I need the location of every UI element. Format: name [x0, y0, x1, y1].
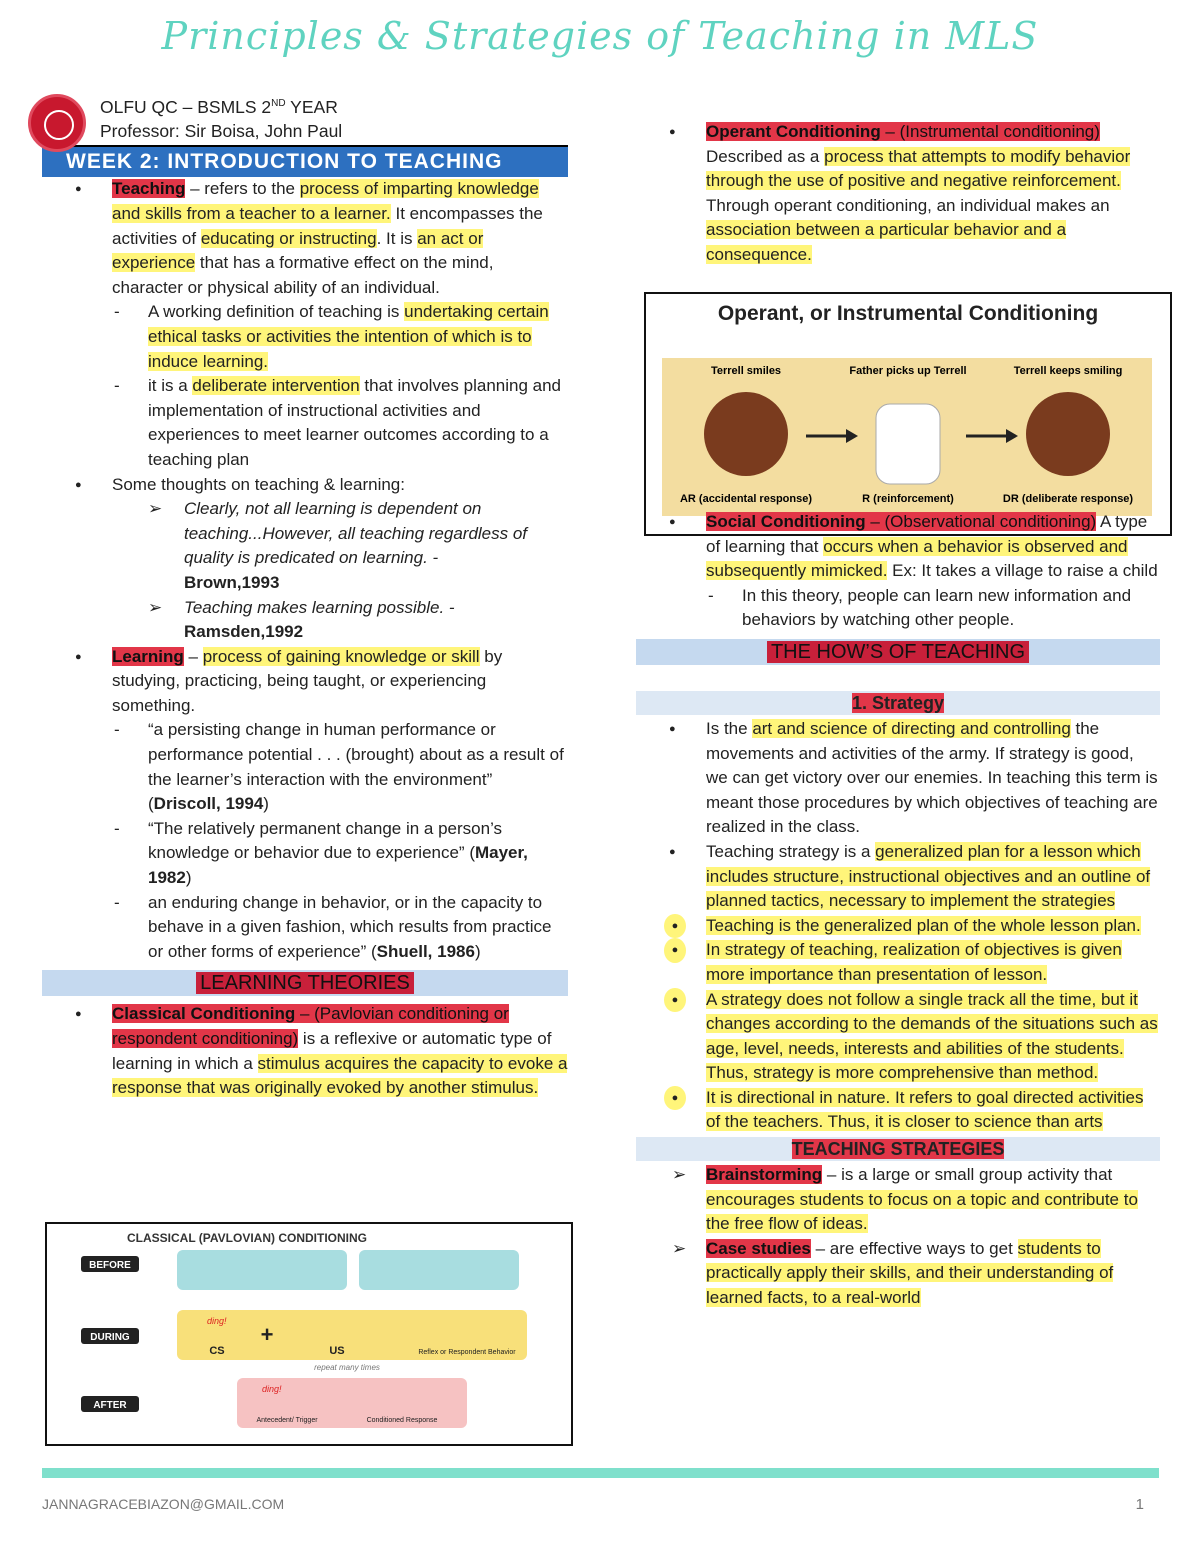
list-item: - it is a deliberate intervention that involves planning and implementation of instructional activities and experiences to meet learner outcomes according to a teaching plan — [42, 374, 568, 472]
list-item: ● Teaching – refers to the process of imparting knowledge and skills from a teacher to a learner. It encompasses the activities of educating or instructing. It is an act or experience that has a formative effect on the mind, character or physical ability of an individual. — [42, 177, 568, 300]
right-column-lower — [636, 510, 1160, 1311]
list-item: ● It is directional in nature. It refers to goal directed activities of the teachers. Thus, it is closer to science than arts — [636, 1086, 1160, 1135]
list-item: ● Learning – process of gaining knowledge or skill by studying, practicing, being taught, or experiencing something. — [42, 645, 568, 719]
during-label: DURING — [90, 1332, 130, 1343]
caption-2: Father picks up Terrell — [849, 365, 967, 377]
figure-title: CLASSICAL (PAVLOVIAN) CONDITIONING — [127, 1231, 367, 1245]
list-item: ➢ Case studies – are effective ways to get students to practically apply their skills, and their understanding of learned facts, to a real-world — [636, 1237, 1160, 1311]
header-line-2: Professor: Sir Boisa, John Paul — [100, 120, 343, 141]
list-item: ● Teaching is the generalized plan of the whole lesson plan. — [636, 914, 1160, 939]
footer-email: JANNAGRACEBIAZON@GMAIL.COM — [42, 1496, 285, 1512]
list-item: ● Operant Conditioning – (Instrumental conditioning) Described as a process that attempts to modify behavior through the use of positive and negative reinforcement. Through operant conditioning, an individual makes an association between a particular behavior and a consequence. — [636, 120, 1160, 268]
list-item: ● Some thoughts on teaching & learning: — [42, 473, 568, 498]
before-us-panel — [359, 1250, 519, 1290]
conditioned-label: Conditioned Response — [366, 1417, 438, 1424]
learning-theories-heading: LEARNING THEORIES — [42, 970, 568, 996]
list-item: - “a persisting change in human performance or performance potential . . . (brought) about as a result of the learner’s interaction with the environment” (Driscoll, 1994) — [42, 718, 568, 816]
header-line-1: OLFU QC – BSMLS 2ND YEAR — [100, 96, 338, 117]
antecedent-label: Antecedent/ Trigger — [256, 1417, 318, 1424]
teaching-strategies-heading: TEACHING STRATEGIES — [636, 1137, 1160, 1161]
label-1: AR (accidental response) — [679, 493, 813, 505]
caption-1: Terrell smiles — [710, 365, 782, 377]
repeat-label: repeat many times — [314, 1363, 380, 1372]
hows-heading: THE HOW’S OF TEACHING — [636, 639, 1160, 665]
baby-face-2 — [1026, 392, 1110, 476]
theories-list — [42, 1002, 568, 1100]
list-item: - A working definition of teaching is undertaking certain ethical tasks or activities the intention of which is to induce learning. — [42, 300, 568, 374]
page-number: 1 — [1135, 1496, 1144, 1513]
list-item: ● In strategy of teaching, realization of objectives is given more importance than presentation of lesson. — [636, 938, 1160, 987]
us-label: US — [329, 1345, 345, 1357]
list-item: ● Classical Conditioning – (Pavlovian conditioning or respondent conditioning) is a reflexive or automatic type of learning in which a stimulus acquires the capacity to evoke a response that was originally evoked by another stimulus. — [42, 1002, 568, 1100]
ding-text: ding! — [207, 1316, 227, 1326]
plus-sign: + — [260, 1322, 274, 1347]
left-column — [42, 92, 568, 1101]
before-cs-panel — [177, 1250, 347, 1290]
header-block — [42, 92, 568, 143]
teaching-strategies-list — [636, 1163, 1160, 1311]
caption-3: Terrell keeps smiling — [1013, 365, 1123, 377]
strategy-heading: 1. Strategy — [636, 691, 1160, 715]
label-3: DR (deliberate response) — [1002, 493, 1134, 505]
school-seal-icon — [28, 94, 86, 152]
teaching-list — [42, 177, 568, 964]
operant-list — [636, 120, 1160, 268]
label-2: R (reinforcement) — [862, 493, 954, 505]
footer-bar — [42, 1468, 1159, 1478]
list-item: - an enduring change in behavior, or in the capacity to behave in a given fashion, which results from practice or other forms of experience” (Shuell, 1986) — [42, 891, 568, 965]
before-label: BEFORE — [89, 1260, 131, 1271]
list-item: - “The relatively permanent change in a person’s knowledge or behavior due to experience” (Mayer, 1982) — [42, 817, 568, 891]
social-list — [636, 510, 1160, 633]
list-item: ● Teaching strategy is a generalized plan for a lesson which includes structure, instructional objectives and an outline of planned tactics, necessary to implement the strategies — [636, 840, 1160, 914]
cs-label: CS — [209, 1345, 225, 1357]
father-figure — [876, 404, 940, 484]
baby-face-1 — [704, 392, 788, 476]
classical-conditioning-figure — [45, 1222, 573, 1446]
list-item: ● Social Conditioning – (Observational conditioning) A type of learning that occurs when a behavior is observed and subsequently mimicked. Ex: It takes a village to raise a child — [636, 510, 1160, 584]
operant-conditioning-figure — [644, 292, 1172, 536]
list-item: ➢ Brainstorming – is a large or small group activity that encourages students to focus on a topic and contribute to the free flow of ideas. — [636, 1163, 1160, 1237]
list-item: ● Is the art and science of directing and controlling the movements and activities of the army. If strategy is good, we can get victory over our enemies. In teaching this term is meant those procedures by which objectives of teaching are realized in the class. — [636, 717, 1160, 840]
right-column — [636, 120, 1160, 268]
operant-conditioning-diagram — [646, 294, 1170, 534]
quote-item: ➢ Teaching makes learning possible. - Ramsden,1992 — [42, 596, 568, 645]
list-item: ● A strategy does not follow a single track all the time, but it changes according to the demands of the situations such as age, level, needs, interests and abilities of the students. Thus, strategy is more comprehensive than method. — [636, 988, 1160, 1086]
list-item: - In this theory, people can learn new information and behaviors by watching other people. — [636, 584, 1160, 633]
after-label: AFTER — [93, 1400, 127, 1411]
ding-text-after: ding! — [262, 1384, 282, 1394]
quote-item: ➢ Clearly, not all learning is dependent on teaching...However, all teaching regardless of quality is predicated on learning. - Brown,1993 — [42, 497, 568, 595]
figure-title: Operant, or Instrumental Conditioning — [717, 302, 1099, 325]
document-title: Principles & Strategies of Teaching in MLS — [161, 14, 1039, 58]
strategy-list — [636, 717, 1160, 1135]
week-heading: WEEK 2: INTRODUCTION TO TEACHING — [42, 145, 568, 178]
reflex-label: Reflex or Respondent Behavior — [418, 1349, 516, 1356]
classical-conditioning-diagram — [47, 1224, 571, 1444]
